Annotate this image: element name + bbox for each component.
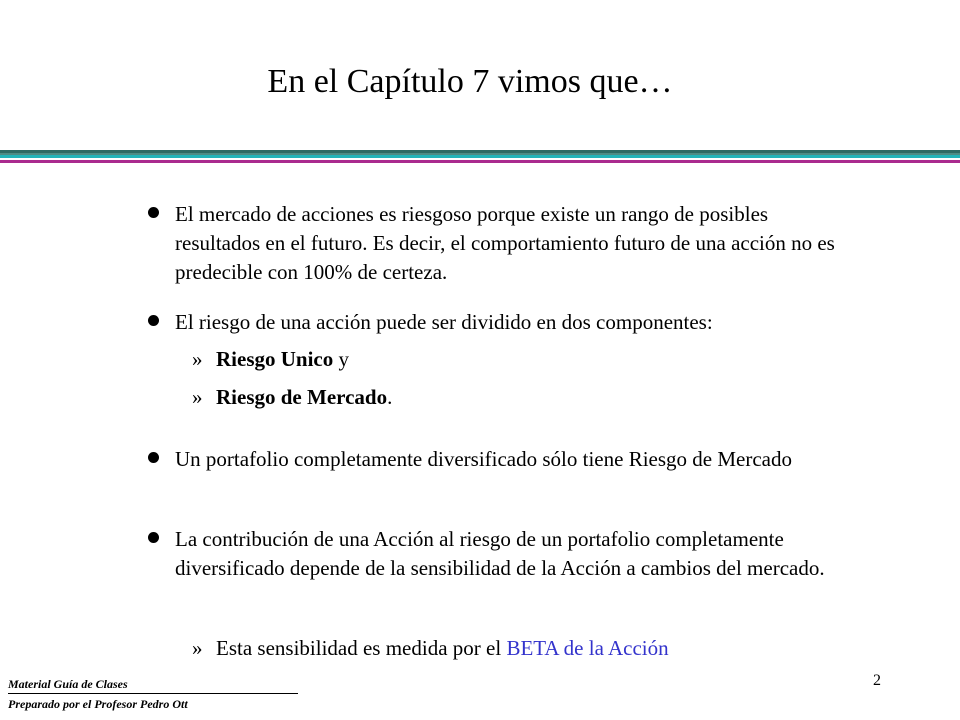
footer-line-2: Preparado por el Profesor Pedro Ott [8,697,188,711]
sub-item-bold-text: Riesgo Unico [216,347,334,371]
bullet-dot-icon [148,452,159,463]
sub-item-marker-icon: » [192,385,203,409]
bullet-text: El mercado de acciones es riesgoso porque existe un rango de posibles resultados en el futuro. Es decir, el comportamiento futuro de una acción no es predecible con 100% de certeza. [175,202,835,284]
footer-underline [8,693,298,694]
bullet-text: Un portafolio completamente diversificado sólo tiene Riesgo de Mercado [175,447,792,471]
sub-item-bold-text: Riesgo de Mercado [216,385,388,409]
bullet-text: El riesgo de una acción puede ser dividido en dos componentes: [175,310,713,334]
divider-band-magenta [0,160,960,163]
sub-item [192,345,349,374]
sub-item [192,634,669,663]
sub-item-marker-icon: » [192,636,203,660]
bullet-dot-icon [148,207,159,218]
sub-item-text: y [333,347,349,371]
bullet-text: La contribución de una Acción al riesgo de un portafolio completamente diversificado depende de la sensibilidad de la Acción a cambios del mercado. [175,527,825,580]
bullet-dot-icon [148,315,159,326]
beta-highlight: BETA de la Acción [506,636,669,660]
bullet-dot-icon [148,532,159,543]
sub-item-text: Esta sensibilidad es medida por el [216,636,507,660]
sub-item [192,383,392,412]
footer-line-1: Material Guía de Clases [8,677,128,691]
sub-item-marker-icon: » [192,347,203,371]
page-number: 2 [873,672,881,689]
sub-item-text: . [387,385,393,409]
slide-title: En el Capítulo 7 vimos que… [267,63,673,100]
